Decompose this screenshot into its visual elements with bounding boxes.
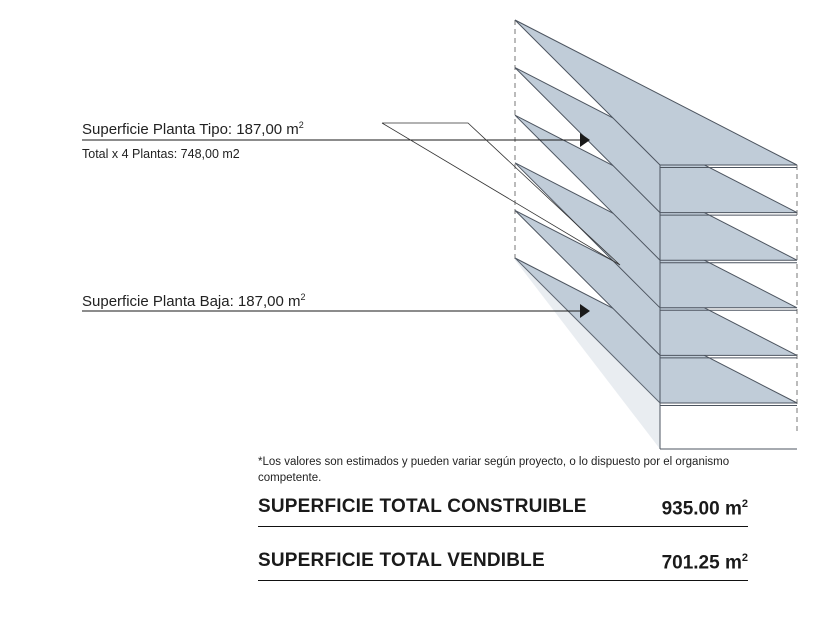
total-value-sup: 2 [741,497,748,510]
total-label: SUPERFICIE TOTAL VENDIBLE [258,550,545,571]
label-planta-tipo [82,120,304,138]
label-planta-tipo-text: Superficie Planta Tipo: 187,00 m [82,121,299,138]
callout-outline [382,123,620,265]
label-planta-baja-text: Superficie Planta Baja: 187,00 m [82,293,301,310]
label-planta-baja [82,292,305,310]
total-row-construible [258,490,748,527]
label-total-plantas: Total x 4 Plantas: 748,00 m2 [82,147,240,161]
total-value-number: 935.00 m [661,498,742,519]
total-row-vendible [258,544,748,581]
disclaimer-note: *Los valores son estimados y pueden variar según proyecto, o lo dispuesto por el organismo competente. [258,456,730,484]
label-planta-baja-sup: 2 [300,292,306,302]
total-value-sup: 2 [741,551,748,564]
label-planta-tipo-sup: 2 [298,120,304,130]
total-value [662,552,748,574]
total-value [662,498,748,520]
total-label: SUPERFICIE TOTAL CONSTRUIBLE [258,496,587,517]
total-value-number: 701.25 m [661,552,742,573]
